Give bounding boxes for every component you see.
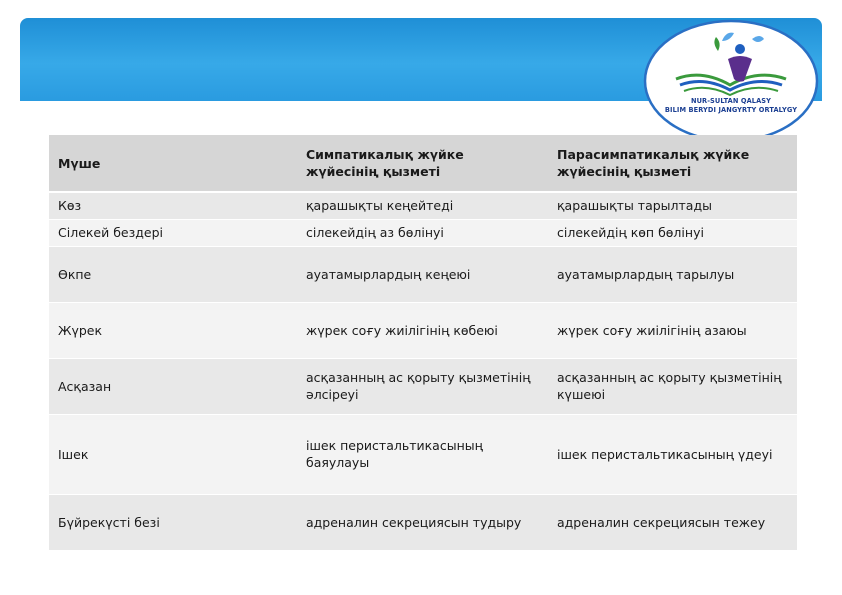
table-row xyxy=(49,246,797,302)
parasympathetic-cell: сілекейдің көп бөлінуі xyxy=(548,219,797,246)
sympathetic-cell: ауатамырлардың кеңеюі xyxy=(297,246,548,302)
organ-cell: Бүйрекүсті безі xyxy=(49,494,297,550)
table-header-row xyxy=(49,135,797,192)
organization-logo xyxy=(640,19,822,149)
sympathetic-cell: ішек перистальтикасының баяулауы xyxy=(297,414,548,494)
parasympathetic-cell: қарашықты тарылтады xyxy=(548,192,797,219)
sympathetic-cell: жүрек соғу жиілігінің көбеюі xyxy=(297,302,548,358)
nervous-system-table xyxy=(49,135,797,551)
sympathetic-cell: қарашықты кеңейтеді xyxy=(297,192,548,219)
organ-cell: Өкпе xyxy=(49,246,297,302)
logo-line-2: BILIM BERYDI JANGYRTY ORTALYGY xyxy=(664,106,798,114)
table-row xyxy=(49,302,797,358)
sympathetic-cell: адреналин секрециясын тудыру xyxy=(297,494,548,550)
organ-cell: Көз xyxy=(49,192,297,219)
table-row xyxy=(49,358,797,414)
parasympathetic-cell: жүрек соғу жиілігінің азаюы xyxy=(548,302,797,358)
logo-line-1: NUR-SULTAN QALASY xyxy=(690,97,772,105)
table-row xyxy=(49,414,797,494)
sympathetic-cell: асқазанның ас қорыту қызметінің әлсіреуі xyxy=(297,358,548,414)
sympathetic-cell: сілекейдің аз бөлінуі xyxy=(297,219,548,246)
organ-cell: Асқазан xyxy=(49,358,297,414)
header-organ: Мүше xyxy=(49,135,297,192)
parasympathetic-cell: ішек перистальтикасының үдеуі xyxy=(548,414,797,494)
header-sympathetic: Симпатикалық жүйке жүйесінің қызметі xyxy=(297,135,548,192)
table-row xyxy=(49,192,797,219)
parasympathetic-cell: адреналин секрециясын тежеу xyxy=(548,494,797,550)
parasympathetic-cell: ауатамырлардың тарылуы xyxy=(548,246,797,302)
organ-cell: Ішек xyxy=(49,414,297,494)
logo-emblem-icon xyxy=(640,19,822,149)
organ-cell: Сілекей бездері xyxy=(49,219,297,246)
parasympathetic-cell: асқазанның ас қорыту қызметінің күшеюі xyxy=(548,358,797,414)
header-parasympathetic: Парасимпатикалық жүйке жүйесінің қызметі xyxy=(548,135,797,192)
table-row xyxy=(49,219,797,246)
table-row xyxy=(49,494,797,550)
organ-cell: Жүрек xyxy=(49,302,297,358)
